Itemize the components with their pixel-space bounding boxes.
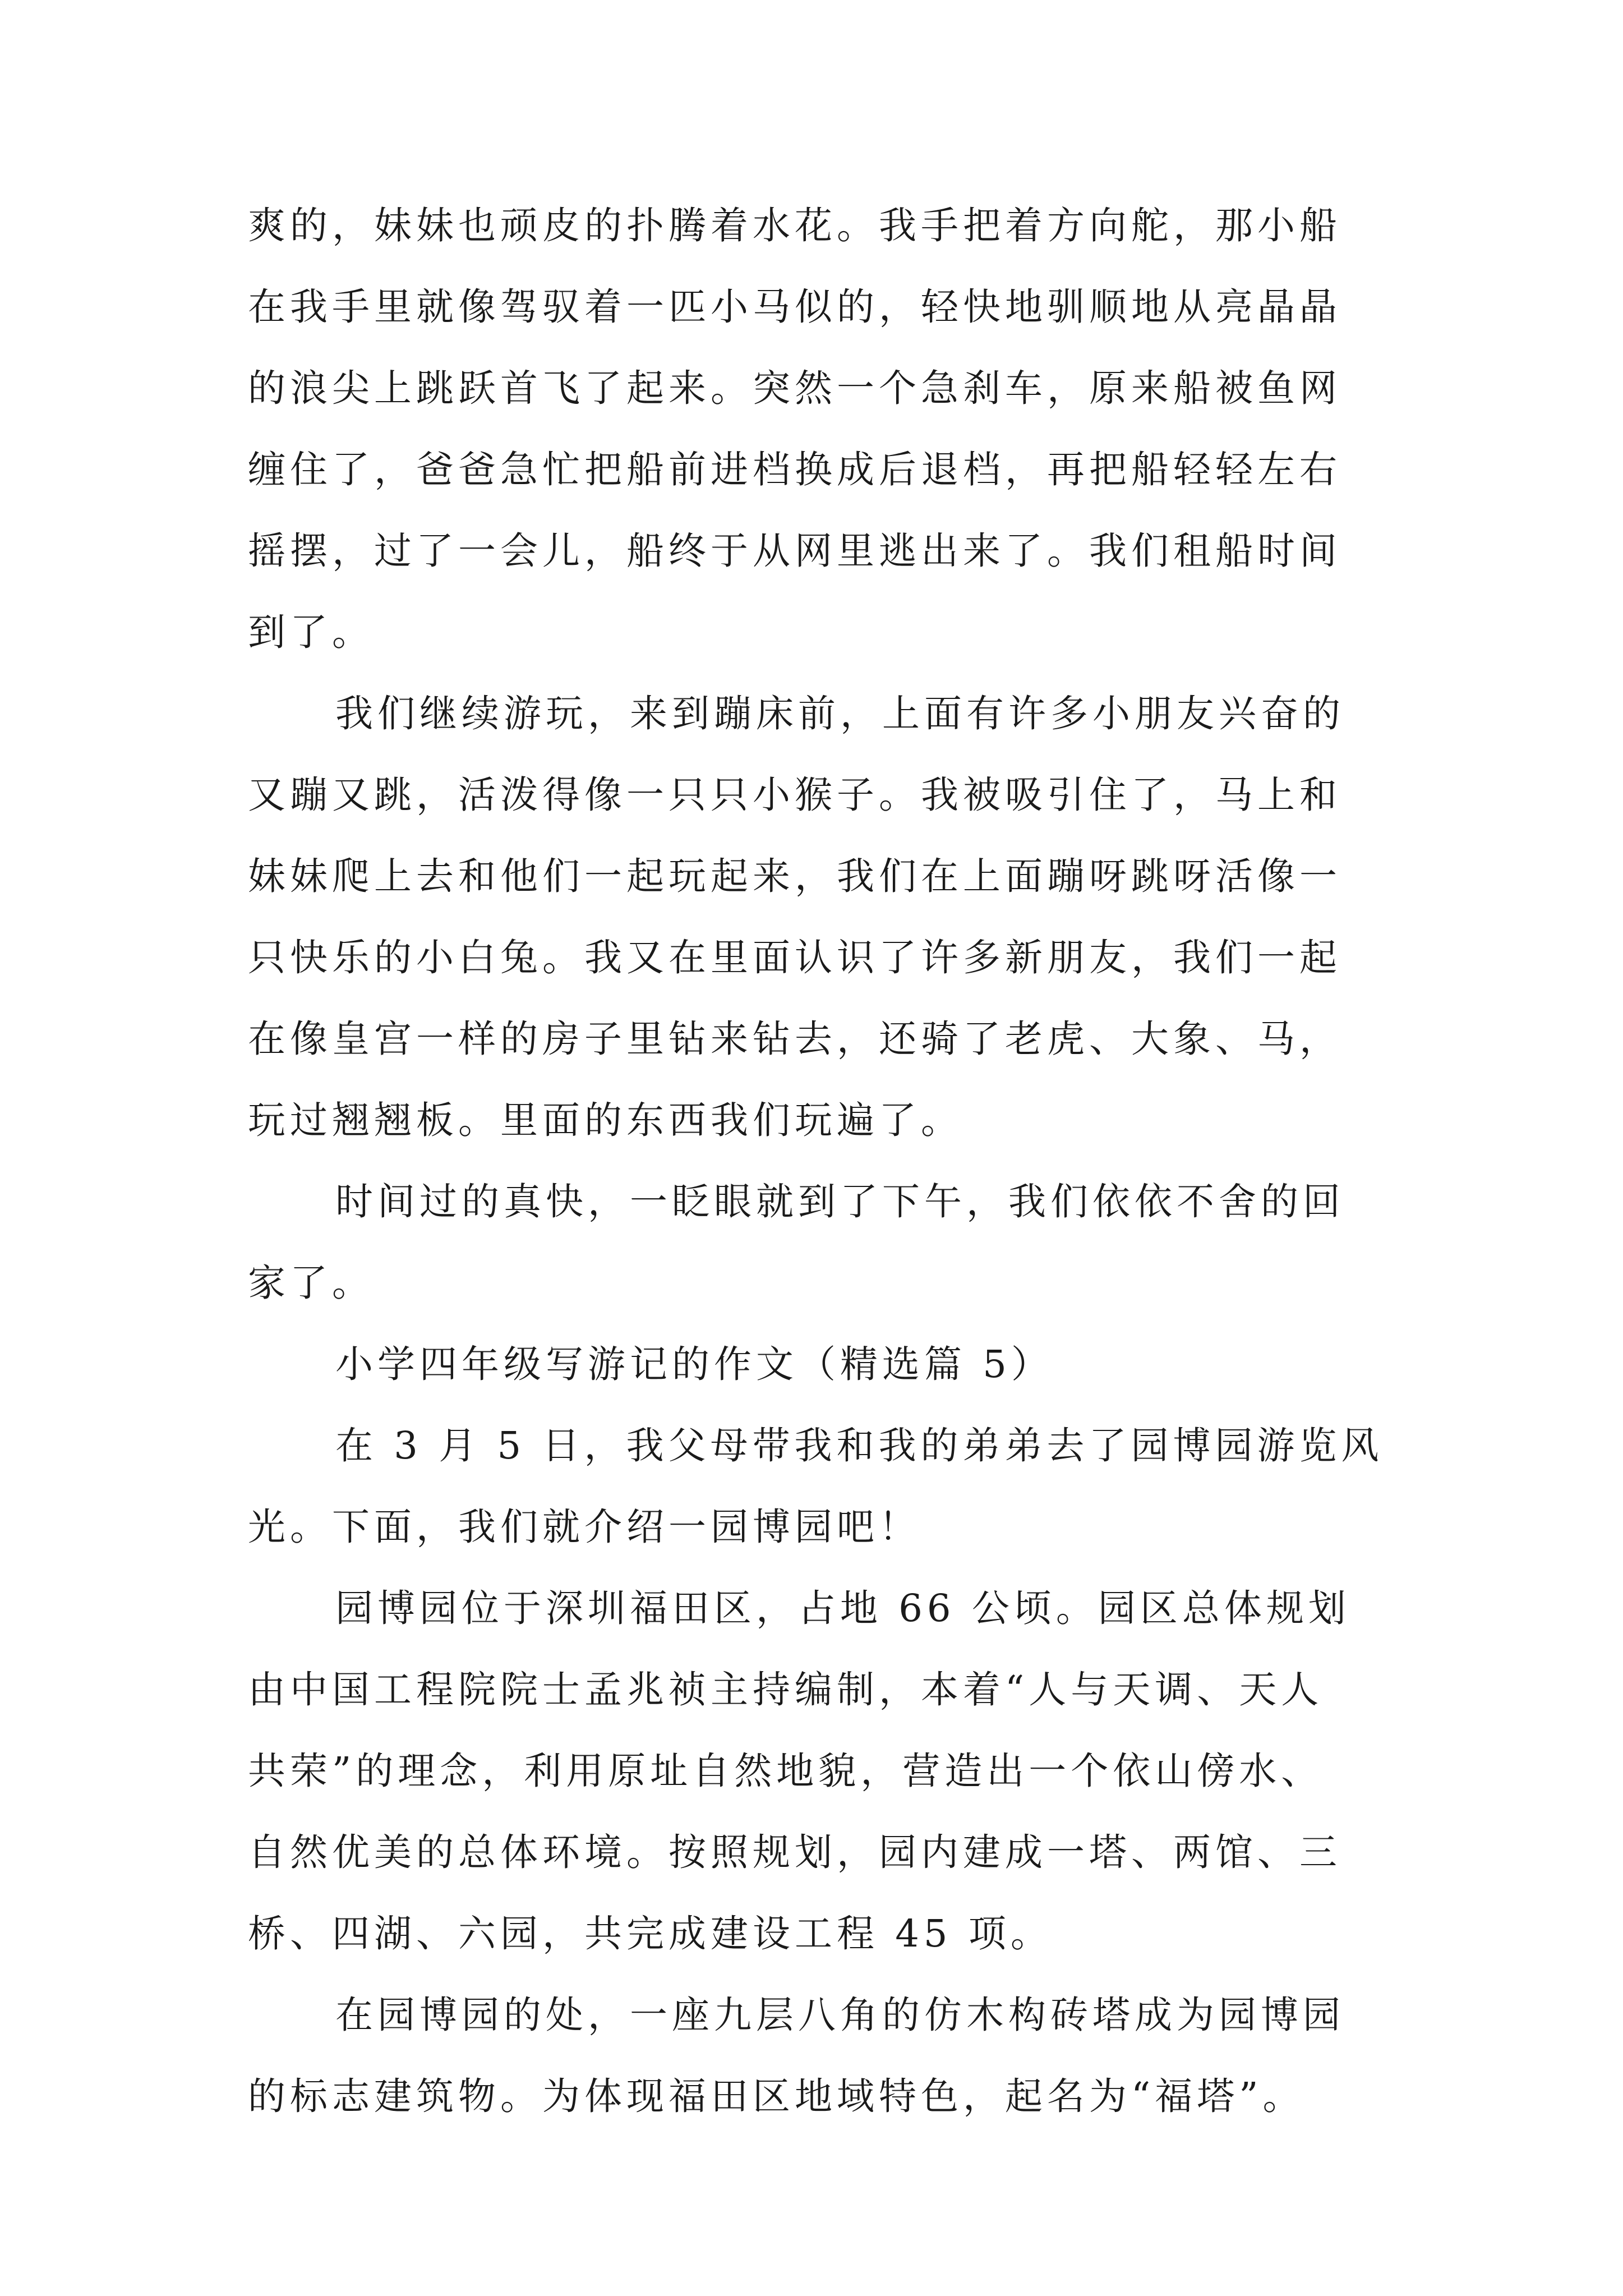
text-line: 由中国工程院院士孟兆祯主持编制，本着“人与天调、天人 — [248, 1668, 1324, 1711]
text-line: 缠住了，爸爸急忙把船前进档换成后退档，再把船轻轻左右 — [248, 448, 1341, 491]
text-line: 在园博园的处，一座九层八角的仿木构砖塔成为园博园 — [335, 1993, 1345, 2037]
text-line: 共荣”的理念，利用原址自然地貌，营造出一个依山傍水、 — [248, 1749, 1324, 1793]
text-line: 在我手里就像驾驭着一匹小马似的，轻快地驯顺地从亮晶晶 — [248, 285, 1341, 329]
text-line: 的标志建筑物。为体现福田区地域特色，起名为“福塔”。 — [248, 2074, 1305, 2118]
text-line: 桥、四湖、六园，共完成建设工程 45 项。 — [248, 1912, 1053, 1955]
text-line: 爽的，妹妹也顽皮的扑腾着水花。我手把着方向舵，那小船 — [248, 204, 1341, 247]
text-line: 时间过的真快，一眨眼就到了下午，我们依依不舍的回 — [335, 1180, 1345, 1223]
text-line: 玩过翘翘板。里面的东西我们玩遍了。 — [248, 1098, 963, 1142]
text-line: 我们继续游玩，来到蹦床前，上面有许多小朋友兴奋的 — [335, 692, 1345, 735]
text-line: 在像皇宫一样的房子里钻来钻去，还骑了老虎、大象、马， — [248, 1017, 1341, 1061]
text-line: 家了。 — [248, 1261, 374, 1305]
text-line: 摇摆，过了一会儿，船终于从网里逃出来了。我们租船时间 — [248, 529, 1341, 573]
paragraph-4 — [248, 1405, 1384, 1568]
text-line: 只快乐的小白兔。我又在里面认识了许多新朋友，我们一起 — [248, 936, 1341, 979]
paragraph-6 — [248, 1975, 1375, 2137]
paragraph-5 — [248, 1568, 1375, 1975]
section-heading — [248, 1324, 1375, 1405]
paragraph-2 — [248, 673, 1375, 1161]
text-line: 光。下面，我们就介绍一园博园吧！ — [248, 1505, 921, 1549]
text-line: 在 3 月 5 日，我父母带我和我的弟弟去了园博园游览风 — [335, 1424, 1384, 1467]
section-title: 小学四年级写游记的作文（精选篇 5） — [335, 1342, 1053, 1386]
text-line: 园博园位于深圳福田区，占地 66 公顷。园区总体规划 — [335, 1586, 1350, 1630]
text-line: 妹妹爬上去和他们一起玩起来，我们在上面蹦呀跳呀活像一 — [248, 854, 1341, 898]
text-line: 到了。 — [248, 610, 374, 654]
text-line: 自然优美的总体环境。按照规划，园内建成一塔、两馆、三 — [248, 1830, 1341, 1874]
paragraph-3 — [248, 1161, 1375, 1324]
document-body — [248, 185, 1384, 2137]
text-line: 又蹦又跳，活泼得像一只只小猴子。我被吸引住了，马上和 — [248, 773, 1341, 817]
text-line: 的浪尖上跳跃首飞了起来。突然一个急刹车，原来船被鱼网 — [248, 366, 1341, 410]
paragraph-1 — [248, 185, 1375, 673]
